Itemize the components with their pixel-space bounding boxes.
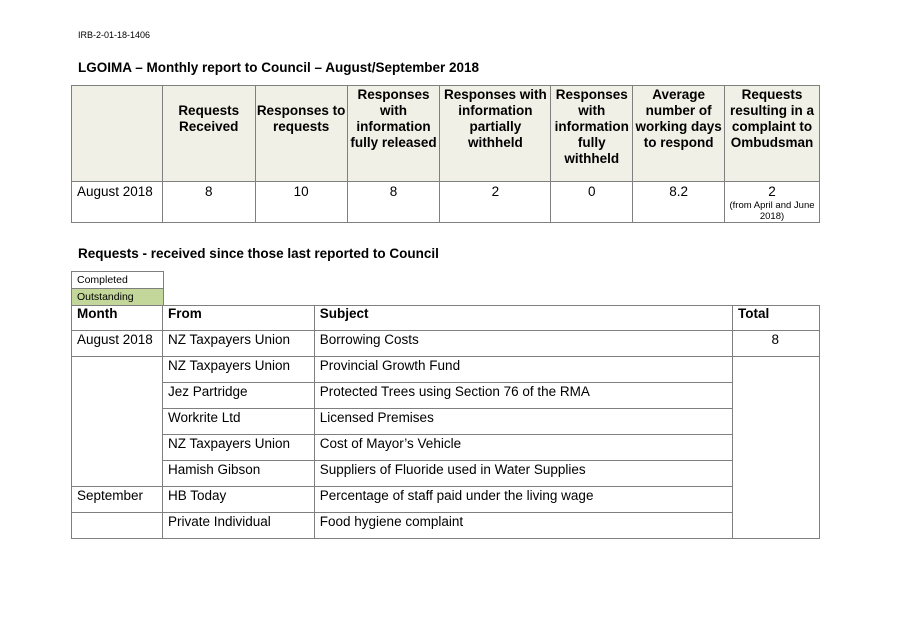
request-subject: Food hygiene complaint — [314, 513, 732, 539]
summary-complaints-value: 2 — [768, 184, 776, 199]
request-from: Hamish Gibson — [162, 461, 314, 487]
summary-table — [71, 85, 820, 223]
summary-header-complaints: Requests resulting in a complaint to Ombudsman — [725, 86, 820, 182]
summary-header-blank — [72, 86, 163, 182]
request-subject: Provincial Growth Fund — [314, 357, 732, 383]
summary-avg-days: 8.2 — [633, 182, 725, 223]
request-subject: Protected Trees using Section 76 of the RMA — [314, 383, 732, 409]
summary-header-partially-withheld: Responses with information partially withheld — [440, 86, 551, 182]
request-from: HB Today — [162, 487, 314, 513]
request-month: August 2018 — [72, 331, 163, 357]
request-from: Private Individual — [162, 513, 314, 539]
table-row — [72, 409, 820, 435]
requests-header-subject: Subject — [314, 306, 732, 331]
summary-header-responses-label: Responses to requests — [256, 103, 346, 134]
request-subject: Suppliers of Fluoride used in Water Supplies — [314, 461, 732, 487]
summary-partially-withheld: 2 — [440, 182, 551, 223]
request-from: Jez Partridge — [162, 383, 314, 409]
requests-header-row — [72, 306, 820, 331]
table-row — [72, 435, 820, 461]
summary-received: 8 — [162, 182, 255, 223]
request-subject: Percentage of staff paid under the living wage — [314, 487, 732, 513]
table-row — [72, 331, 820, 357]
request-total: 8 — [733, 331, 820, 357]
legend-outstanding: Outstanding — [72, 289, 163, 305]
table-row — [72, 513, 820, 539]
request-subject: Cost of Mayor’s Vehicle — [314, 435, 732, 461]
request-month — [72, 357, 163, 487]
table-row — [72, 461, 820, 487]
table-row — [72, 487, 820, 513]
request-month: September — [72, 487, 163, 513]
request-month — [72, 513, 163, 539]
summary-header-responses — [255, 86, 347, 182]
table-row — [72, 357, 820, 383]
request-subject: Licensed Premises — [314, 409, 732, 435]
summary-header-received-label: Requests Received — [178, 103, 240, 134]
summary-header-fully-withheld: Responses with information fully withheld — [551, 86, 633, 182]
summary-header-avg-days: Average number of working days to respond — [633, 86, 725, 182]
table-row — [72, 383, 820, 409]
request-total-empty — [733, 357, 820, 539]
summary-fully-released: 8 — [347, 182, 440, 223]
status-legend — [71, 271, 164, 306]
requests-header-month: Month — [72, 306, 163, 331]
summary-header-row — [72, 86, 820, 182]
legend-completed: Completed — [72, 272, 163, 289]
requests-header-total: Total — [733, 306, 820, 331]
request-subject: Borrowing Costs — [314, 331, 732, 357]
summary-data-row — [72, 182, 820, 223]
request-from: NZ Taxpayers Union — [162, 357, 314, 383]
requests-table — [71, 305, 820, 539]
summary-complaints-note: (from April and June 2018) — [729, 200, 815, 222]
summary-header-received — [162, 86, 255, 182]
summary-month: August 2018 — [72, 182, 163, 223]
request-from: NZ Taxpayers Union — [162, 331, 314, 357]
request-from: NZ Taxpayers Union — [162, 435, 314, 461]
summary-complaints — [725, 182, 820, 223]
section-title: Requests - received since those last reported to Council — [78, 246, 439, 261]
summary-fully-withheld: 0 — [551, 182, 633, 223]
summary-header-fully-released: Responses with information fully released — [347, 86, 440, 182]
document-reference: IRB-2-01-18-1406 — [78, 30, 151, 40]
requests-header-from: From — [162, 306, 314, 331]
request-from: Workrite Ltd — [162, 409, 314, 435]
report-title: LGOIMA – Monthly report to Council – August/September 2018 — [78, 60, 480, 75]
summary-responses: 10 — [255, 182, 347, 223]
